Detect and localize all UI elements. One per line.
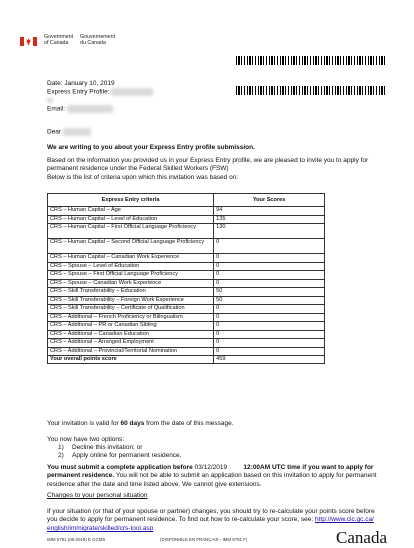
criteria-cell: CRS – Skill Transferability – Foreign Work Experience: [48, 296, 214, 305]
deadline-bold-2: for permanent residence.: [47, 464, 374, 480]
score-cell: 50: [214, 288, 325, 297]
changes-paragraph: [47, 508, 377, 533]
criteria-cell: CRS – Additional – PR or Canadian Sibling: [48, 322, 214, 331]
table-row: [48, 305, 325, 314]
table-row: [48, 224, 325, 239]
score-cell: 0: [214, 330, 325, 339]
intro-text: Based on the information you provided us in your Express Entry profile, we are pleased to invite you to apply for permanent residence under the Federal Skilled Workers (FSW): [47, 157, 369, 173]
score-cell: 0: [214, 279, 325, 288]
option-2: [58, 452, 388, 460]
table-header-row: [48, 194, 325, 207]
salutation: Dear: [47, 128, 62, 136]
total-row: [48, 356, 325, 364]
table-row: [48, 322, 325, 331]
gov-en-line1: Government: [44, 34, 74, 40]
score-cell: 0: [214, 262, 325, 271]
criteria-cell: CRS – Human Capital – Level of Education: [48, 215, 214, 224]
table-row: [48, 207, 325, 216]
date-line: Date: January 10, 2019: [47, 80, 115, 87]
table-row: [48, 254, 325, 263]
redacted-profile-number: [111, 88, 153, 96]
criteria-cell: CRS – Additional – Canadian Education: [48, 330, 214, 339]
table-row: [48, 313, 325, 322]
criteria-cell: CRS – Skill Transferability – Education: [48, 288, 214, 297]
deadline-rest: You will not be able to submit an application based on this invitation to apply for permanent residence after the date and time listed above. We cannot give extensions.: [47, 472, 377, 488]
barcode-bottom: [236, 86, 386, 95]
table-row: [48, 262, 325, 271]
option-1-text: Decline this invitation; or: [72, 444, 143, 451]
email-label: Email:: [47, 105, 66, 113]
criteria-cell: CRS – Human Capital – Second Official Language Proficiency: [48, 239, 214, 254]
canada-wordmark: Canada: [336, 528, 387, 547]
score-cell: 0: [214, 339, 325, 348]
table-row: [48, 347, 325, 356]
salutation-line: [47, 128, 377, 137]
score-cell: 130: [214, 224, 325, 239]
barcode-top: [236, 56, 386, 65]
validity-post: from the date of this message.: [144, 420, 234, 427]
criteria-cell: CRS – Spouse – First Official Language Proficiency: [48, 271, 214, 280]
intro-paragraph: [47, 157, 377, 182]
criteria-cell: CRS – Additional – French Proficiency or Bilingualism: [48, 313, 214, 322]
criteria-cell: CRS – Additional – Arranged Employment: [48, 339, 214, 348]
changes-text: If your situation (or that of your spouse or partner) changes, you should try to re-calculate your points score before you decide to apply for permanent residence. To find out how to re-calculate your score, see:: [47, 508, 375, 524]
option-1-number: 1): [58, 444, 64, 451]
score-cell: 0: [214, 254, 325, 263]
total-label: Your overall points score: [48, 356, 214, 364]
criteria-cell: CRS – Human Capital – First Official Language Proficiency: [48, 224, 214, 239]
option-2-number: 2): [58, 452, 64, 459]
score-cell: 0: [214, 239, 325, 254]
criteria-table: [47, 193, 325, 364]
changes-heading: Changes to your personal situation: [47, 492, 148, 499]
profile-line: [47, 88, 153, 97]
criteria-cell: CRS – Human Capital – Age: [48, 207, 214, 216]
table-row: [48, 330, 325, 339]
criteria-cell: CRS – Human Capital – Canadian Work Experience: [48, 254, 214, 263]
options-intro: You now have two options:: [47, 436, 125, 443]
criteria-cell: CRS – Spouse – Level of Education: [48, 262, 214, 271]
deadline-time: 12:00AM UTC time if you want to apply: [243, 464, 363, 471]
gov-en-line2: of Canada: [44, 40, 69, 47]
table-row: [48, 215, 325, 224]
score-cell: 50: [214, 296, 325, 305]
table-row: [48, 296, 325, 305]
validity-line: [47, 420, 377, 428]
redacted-name: [63, 128, 91, 136]
redacted-mark: [47, 98, 53, 103]
score-cell: 0: [214, 347, 325, 356]
redacted-line: [47, 97, 53, 105]
intro-text-2: Below is the list of criteria upon which this invitation was based on:: [47, 173, 239, 181]
gouvernement-du-canada-wordmark: [80, 34, 115, 46]
crs-tool-link[interactable]: http://www.cic.gc.ca/ english/immigrate/skilled/crs-tool.asp: [47, 516, 374, 532]
header-scores: Your Scores: [214, 194, 325, 207]
criteria-table-body: [48, 207, 325, 364]
total-score: 459: [214, 356, 325, 364]
email-line: [47, 105, 113, 114]
table-row: [48, 271, 325, 280]
table-row: [48, 288, 325, 297]
score-cell: 0: [214, 322, 325, 331]
header-criteria: Express Entry criteria: [48, 194, 214, 207]
criteria-cell: CRS – Skill Transferability – Certificate of Qualification: [48, 305, 214, 314]
score-cell: 94: [214, 207, 325, 216]
gov-fr-line2: du Canada: [80, 40, 106, 47]
gov-fr-line1: Gouvernement: [80, 34, 116, 40]
deadline-bold-1: You must submit a complete application before: [47, 464, 195, 471]
canada-flag-logo: [20, 37, 37, 46]
table-row: [48, 279, 325, 288]
criteria-cell: CRS – Additional – Provincial/Territorial Nomination: [48, 347, 214, 356]
subject-line: We are writing to you about your Express Entry profile submission.: [47, 144, 255, 151]
score-cell: 0: [214, 271, 325, 280]
form-code: IMM 5791 (06-2018) E GCMS: [47, 537, 106, 542]
validity-pre: Your invitation is valid for: [47, 420, 121, 427]
validity-days: 60 days: [120, 420, 145, 427]
option-2-text: Apply online for permanent residence.: [72, 452, 182, 459]
score-cell: 0: [214, 305, 325, 314]
score-cell: 0: [214, 313, 325, 322]
redacted-email: [67, 105, 113, 113]
french-availability-note: (DISPONIBLE EN FRANÇAIS - IMM 5791 F): [160, 537, 248, 542]
deadline-date: 03/12/2019: [194, 464, 228, 471]
table-row: [48, 239, 325, 254]
deadline-paragraph: [47, 464, 377, 489]
government-of-canada-wordmark: [44, 34, 73, 46]
table-row: [48, 339, 325, 348]
profile-label: Express Entry Profile:: [47, 88, 110, 96]
score-cell: 135: [214, 215, 325, 224]
criteria-cell: CRS – Spouse – Canadian Work Experience: [48, 279, 214, 288]
